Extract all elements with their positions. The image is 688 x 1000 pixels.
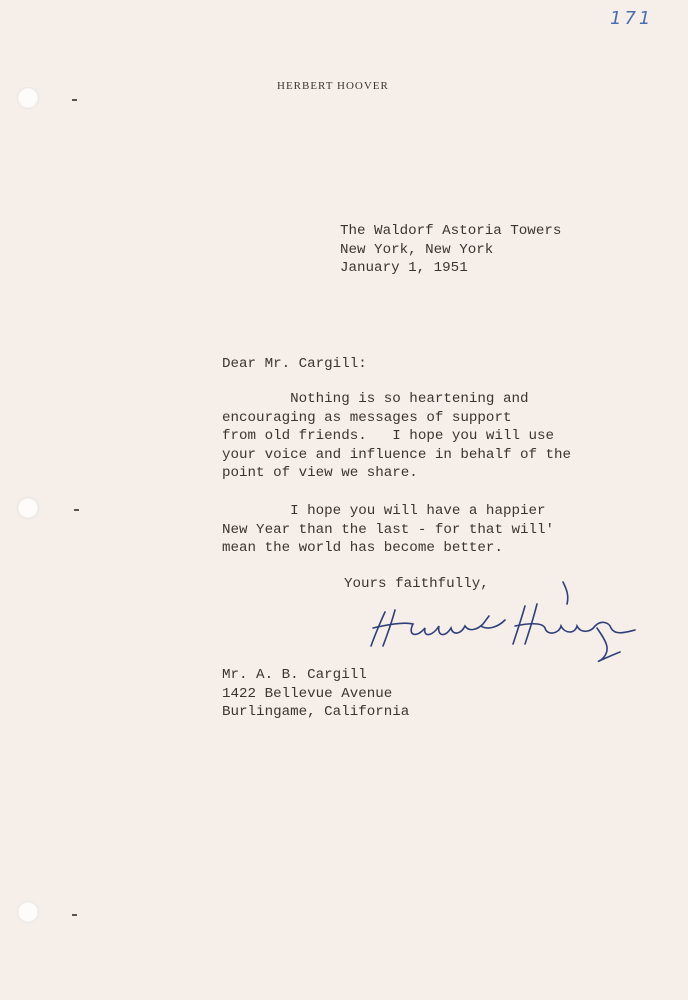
letterhead: HERBERT HOOVER [277, 80, 389, 92]
margin-mark [72, 99, 77, 101]
page-number: 171 [610, 8, 654, 29]
text-line: I hope you will have a happier [222, 503, 546, 519]
text-line: from old friends. I hope you will use [222, 428, 555, 445]
signature [365, 580, 645, 670]
recipient-name: Mr. A. B. Cargill [222, 667, 367, 683]
address-line: The Waldorf Astoria Towers [340, 223, 562, 239]
paragraph-1 [222, 390, 571, 483]
text-line: point of view we share. [222, 465, 418, 482]
text-line: encouraging as messages of support [222, 409, 512, 426]
paragraph-2 [222, 502, 554, 558]
punch-hole [17, 87, 39, 109]
text-line: New Year than the last - for that will' [222, 521, 555, 538]
text-line: mean the world has become better. [222, 540, 503, 557]
text-line: Nothing is so heartening and [222, 391, 529, 407]
punch-hole [17, 901, 39, 923]
address-line: 1422 Bellevue Avenue [222, 685, 393, 702]
sender-address [340, 222, 561, 278]
closing: Yours faithfully, [344, 576, 489, 592]
punch-hole [17, 497, 39, 519]
salutation: Dear Mr. Cargill: [222, 356, 367, 372]
address-line: New York, New York [340, 241, 494, 258]
date: January 1, 1951 [340, 260, 468, 277]
recipient-address [222, 666, 409, 722]
text-line: your voice and influence in behalf of the [222, 446, 572, 463]
margin-mark [72, 914, 77, 916]
address-line: Burlingame, California [222, 704, 410, 721]
margin-mark [74, 509, 79, 511]
